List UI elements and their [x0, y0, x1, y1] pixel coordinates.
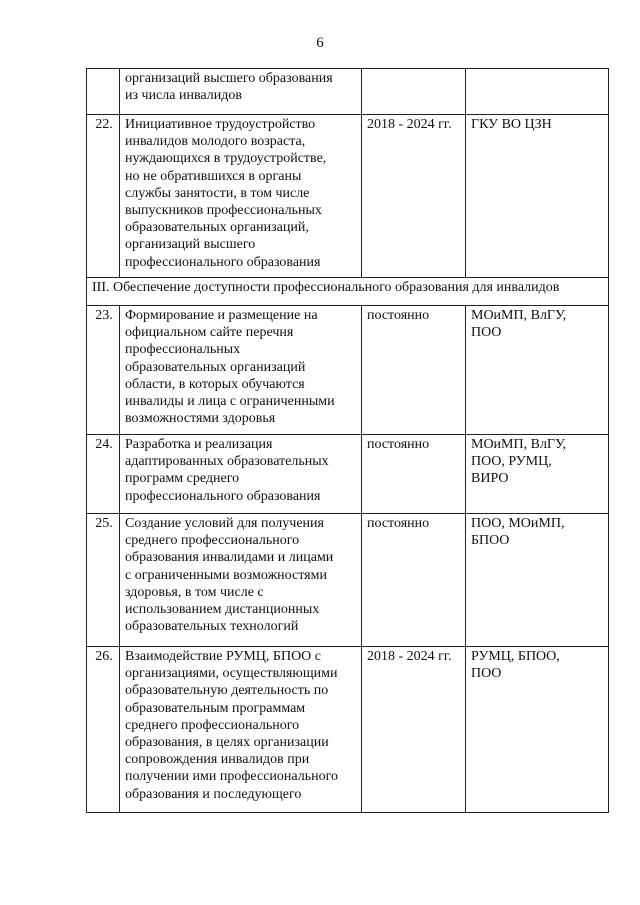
table-row [87, 306, 609, 435]
measure-line: получении ими профессионального [125, 769, 339, 785]
period-cell [362, 69, 466, 115]
measure-line: области, в которых обучаются [125, 376, 305, 392]
table-row [87, 69, 609, 115]
executor-line: РУМЦ, БПОО, [471, 649, 560, 664]
measure-line: службы занятости, в том числе [125, 185, 310, 201]
measure-line: образовательную деятельность по [125, 683, 329, 699]
page-number: 6 [316, 35, 324, 51]
executor-cell [466, 435, 609, 514]
row-number: 24. [87, 435, 120, 514]
period-cell: постоянно [362, 514, 466, 647]
measure-line: профессионального образования [125, 488, 321, 504]
measure-line: образовательных технологий [125, 619, 299, 635]
measure-line: среднего профессионального [125, 717, 300, 733]
row-number [87, 69, 120, 115]
executor-line: БПОО [471, 533, 510, 549]
measure-line: инвалиды и лица с ограниченными [125, 394, 335, 410]
measure-line: Инициативное трудоустройство [125, 117, 316, 132]
section-row [87, 278, 609, 306]
executor-cell [466, 69, 609, 115]
measures-table [86, 68, 609, 813]
measure-line: среднего профессионального [125, 533, 300, 549]
executor-cell [466, 514, 609, 647]
row-number: 25. [87, 514, 120, 647]
period-cell: 2018 - 2024 гг. [362, 115, 466, 278]
period-cell: постоянно [362, 306, 466, 435]
executor-line: ПОО, МОиМП, [471, 516, 565, 531]
measure-line: организациями, осуществляющими [125, 666, 338, 682]
measure-line: но не обратившихся в органы [125, 168, 302, 184]
measure-line: образования и последующего [125, 786, 302, 802]
executor-cell [466, 647, 609, 813]
measure-line: адаптированных образовательных [125, 454, 329, 470]
measure-line: профессиональных [125, 342, 241, 358]
measure-line: программ среднего [125, 471, 240, 487]
section-title: III. Обеспечение доступности профессионального образования для инвалидов [87, 278, 609, 306]
measure-line: Разработка и реализация [125, 437, 273, 452]
measure-line: образовательных организаций [125, 359, 306, 375]
table-row [87, 115, 609, 278]
measure-line: профессионального образования [125, 254, 321, 270]
measure-line: Создание условий для получения [125, 516, 324, 531]
measure-line: возможностями здоровья [125, 411, 276, 427]
row-number: 23. [87, 306, 120, 435]
executor-line: МОиМП, ВлГУ, [471, 437, 567, 452]
executor-line: ГКУ ВО ЦЗН [471, 117, 552, 132]
measure-line: образовательным программам [125, 700, 306, 716]
measure-cell [120, 647, 362, 813]
table-row [87, 647, 609, 813]
measure-line: сопровождения инвалидов при [125, 752, 310, 768]
measure-line: использованием дистанционных [125, 602, 320, 618]
period-cell: постоянно [362, 435, 466, 514]
table-row [87, 435, 609, 514]
row-number: 26. [87, 647, 120, 813]
measure-cell [120, 435, 362, 514]
measure-line: образования инвалидами и лицами [125, 550, 334, 566]
table-row [87, 514, 609, 647]
measure-line: образования, в целях организации [125, 735, 329, 751]
executor-line: ПОО [471, 325, 502, 341]
measure-cell [120, 514, 362, 647]
measure-line: образовательных организаций, [125, 220, 309, 236]
measure-cell [120, 115, 362, 278]
period-cell: 2018 - 2024 гг. [362, 647, 466, 813]
measure-line: Формирование и размещение на [125, 308, 318, 323]
measure-line: с ограниченными возможностями [125, 567, 327, 583]
measure-line: организаций высшего образования [125, 71, 333, 86]
measure-line: Взаимодействие РУМЦ, БПОО с [125, 649, 321, 664]
measure-cell [120, 69, 362, 115]
measure-line: выпускников профессиональных [125, 203, 322, 219]
executor-cell [466, 115, 609, 278]
measure-line: официальном сайте перечня [125, 325, 294, 341]
measure-line: здоровья, в том числе с [125, 584, 264, 600]
executor-line: ВИРО [471, 471, 509, 487]
measure-line: организаций высшего [125, 237, 256, 253]
measure-line: нуждающихся в трудоустройстве, [125, 151, 327, 167]
measure-line: из числа инвалидов [125, 88, 242, 104]
measure-line: инвалидов молодого возраста, [125, 134, 306, 150]
measure-cell [120, 306, 362, 435]
executor-line: ПОО [471, 666, 502, 682]
executor-line: ПОО, РУМЦ, [471, 454, 552, 470]
executor-cell [466, 306, 609, 435]
executor-line: МОиМП, ВлГУ, [471, 308, 567, 323]
row-number: 22. [87, 115, 120, 278]
